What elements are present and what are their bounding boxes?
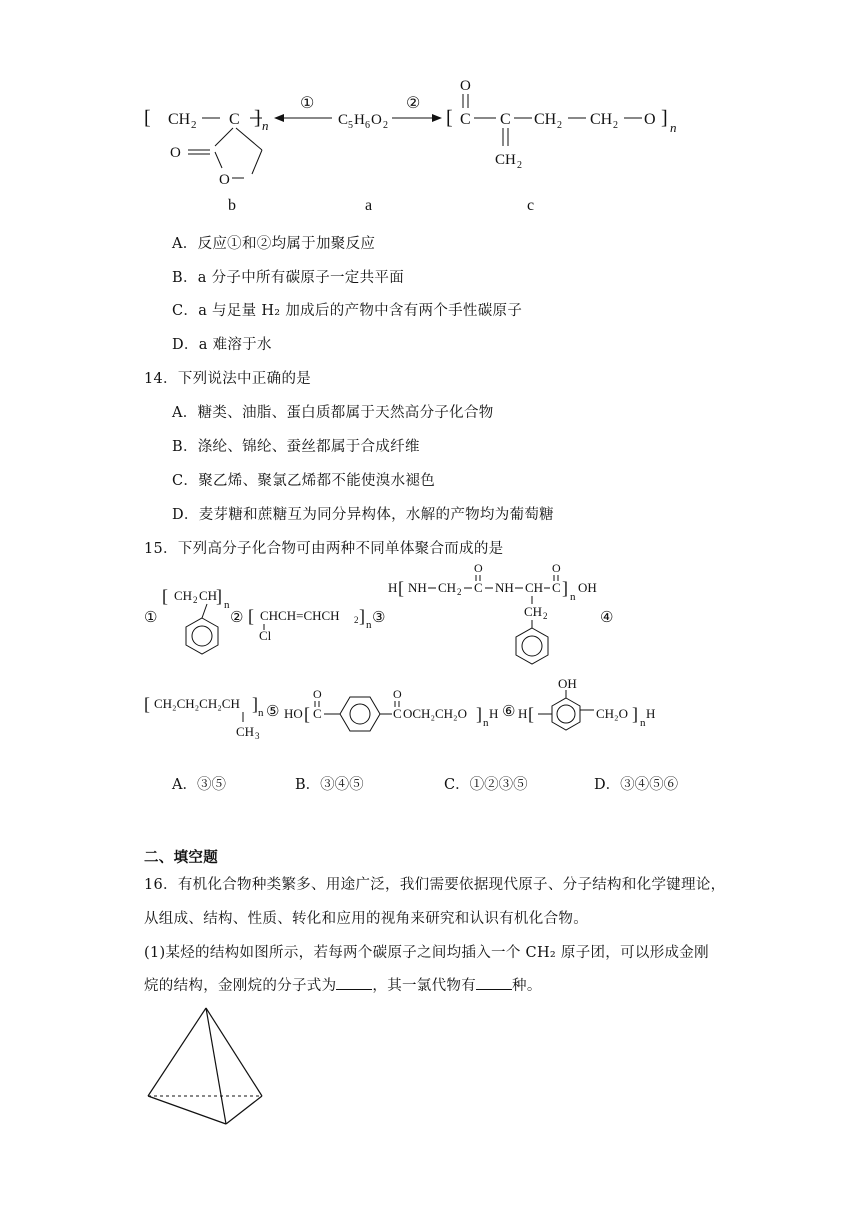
svg-text:C: C [338, 112, 349, 128]
q16-part1-line-1: (1)某烃的结构如图所示，若每两个碳原子之间均插入一个 CH₂ 原子团，可以形成金刚 [144, 945, 709, 961]
label-a: a [365, 197, 373, 214]
q14-stem: 14．下列说法中正确的是 [144, 371, 312, 387]
svg-text:H: H [354, 112, 365, 128]
marker-4: ④ [600, 610, 614, 626]
svg-text:C: C [313, 706, 322, 721]
q15-option-b: B．③④⑤ [295, 777, 364, 793]
svg-text:CH: CH [236, 724, 255, 739]
svg-text:2: 2 [457, 587, 462, 597]
svg-text:2: 2 [613, 120, 618, 131]
svg-text:HO: HO [284, 706, 303, 721]
svg-text:[: [ [446, 107, 453, 129]
svg-text:CH: CH [438, 580, 457, 595]
svg-text:]: ] [216, 586, 222, 606]
label-b: b [228, 197, 236, 214]
polymer-2-structure [248, 606, 372, 643]
q15-structures [140, 560, 740, 750]
svg-text:2: 2 [191, 119, 197, 131]
polymer-b-structure [144, 107, 269, 188]
svg-text:C: C [552, 580, 561, 595]
q13-option-b: B．a 分子中所有碳原子一定共平面 [172, 270, 405, 286]
svg-text:2: 2 [557, 120, 562, 131]
q16-part1-text-b: ，其一氯代物有 [372, 978, 477, 994]
svg-text:NH: NH [495, 580, 514, 595]
q13-option-c: C．a 与足量 H₂ 加成后的产物中含有两个手性碳原子 [172, 303, 523, 319]
svg-text:OCH₂CH₂O: OCH₂CH₂O [403, 706, 467, 721]
q13-option-a: A．反应①和②均属于加聚反应 [172, 236, 376, 252]
polymer-6-structure [518, 676, 655, 730]
polymer-5-structure [284, 687, 498, 731]
svg-text:H: H [489, 706, 499, 721]
svg-text:O: O [313, 687, 322, 701]
svg-text:C: C [460, 111, 471, 128]
svg-text:5: 5 [348, 120, 353, 131]
q15-option-a: A．③⑤ [172, 777, 226, 793]
q13-option-d: D．a 难溶于水 [172, 337, 272, 353]
svg-text:O: O [552, 561, 561, 575]
svg-text:C: C [474, 580, 483, 595]
svg-text:CH: CH [525, 580, 544, 595]
reaction-scheme [140, 70, 710, 220]
svg-text:2: 2 [543, 611, 548, 621]
svg-text:O: O [170, 145, 181, 161]
q14-option-b: B．涤纶、锦纶、蚕丝都属于合成纤维 [172, 439, 420, 455]
svg-text:C: C [229, 111, 240, 128]
q15-option-c: C．①②③⑤ [444, 777, 528, 793]
svg-text:n: n [483, 717, 489, 729]
tetrahedron-figure [140, 1000, 280, 1130]
svg-text:n: n [262, 118, 269, 133]
svg-text:O: O [371, 112, 382, 128]
svg-text:O: O [393, 687, 402, 701]
q14-option-c: C．聚乙烯、聚氯乙烯都不能使溴水褪色 [172, 473, 435, 489]
svg-text:O: O [219, 172, 230, 188]
svg-text:[: [ [144, 107, 151, 129]
svg-text:CH₂CH₂CH₂CH: CH₂CH₂CH₂CH [154, 696, 240, 711]
svg-text:NH: NH [408, 580, 427, 595]
polymer-3-structure [388, 561, 597, 664]
svg-text:6: 6 [365, 120, 370, 131]
svg-text:n: n [670, 120, 677, 135]
svg-text:]: ] [252, 694, 258, 714]
arrow-1-label: ① [300, 95, 315, 112]
svg-text:CH₂O: CH₂O [596, 706, 628, 721]
svg-text:CH: CH [524, 604, 543, 619]
svg-text:O: O [644, 111, 656, 128]
marker-1: ① [144, 610, 158, 626]
formula-blank[interactable] [336, 977, 372, 990]
svg-text:2: 2 [193, 595, 198, 605]
svg-text:H: H [388, 580, 398, 595]
svg-text:[: [ [144, 694, 150, 714]
svg-text:Cl: Cl [259, 628, 272, 643]
q16-part1-line-2 [144, 974, 542, 995]
svg-text:OH: OH [578, 580, 597, 595]
svg-text:[: [ [398, 578, 404, 598]
polymer-c-structure [446, 78, 677, 171]
q15-stem: 15．下列高分子化合物可由两种不同单体聚合而成的是 [144, 541, 504, 557]
svg-text:2: 2 [354, 615, 359, 625]
svg-text:[: [ [162, 586, 168, 606]
svg-text:[: [ [248, 606, 254, 626]
svg-text:n: n [366, 619, 372, 631]
svg-text:n: n [258, 707, 264, 719]
svg-text:[: [ [304, 704, 310, 724]
marker-3: ③ [372, 610, 386, 626]
polymer-4-structure [144, 694, 264, 741]
svg-text:[: [ [528, 704, 534, 724]
svg-text:CHCH=CHCH: CHCH=CHCH [260, 608, 340, 623]
svg-text:H: H [518, 706, 528, 721]
svg-text:CH: CH [168, 111, 191, 128]
svg-text:n: n [640, 717, 646, 729]
svg-text:n: n [224, 599, 230, 611]
svg-text:CH: CH [495, 152, 516, 168]
svg-text:]: ] [359, 606, 365, 626]
svg-text:C: C [393, 706, 402, 721]
formula-a [338, 112, 388, 131]
svg-text:]: ] [562, 578, 568, 598]
q16-part1-text-c: 种。 [512, 978, 542, 994]
marker-6: ⑥ [502, 704, 516, 720]
q16-stem-line-2: 从组成、结构、性质、转化和应用的视角来研究和认识有机化合物。 [144, 911, 588, 927]
svg-text:]: ] [476, 704, 482, 724]
section-title: 二、填空题 [144, 849, 218, 866]
polymer-1-structure [162, 586, 230, 654]
svg-text:H: H [646, 706, 656, 721]
count-blank[interactable] [476, 977, 512, 990]
q14-option-a: A．糖类、油脂、蛋白质都属于天然高分子化合物 [172, 405, 494, 421]
q16-part1-text-a: 烷的结构，金刚烷的分子式为 [144, 978, 337, 994]
svg-text:O: O [474, 561, 483, 575]
svg-text:CH: CH [174, 588, 193, 603]
svg-text:O: O [460, 78, 471, 94]
svg-text:C: C [500, 111, 511, 128]
svg-text:CH: CH [534, 111, 557, 128]
svg-text:3: 3 [255, 731, 260, 741]
svg-text:]: ] [661, 107, 668, 129]
svg-text:2: 2 [517, 160, 522, 171]
q15-option-d: D．③④⑤⑥ [594, 777, 679, 793]
svg-text:]: ] [632, 704, 638, 724]
svg-text:n: n [570, 591, 576, 603]
label-c: c [527, 197, 535, 214]
marker-5: ⑤ [266, 704, 280, 720]
svg-text:2: 2 [383, 120, 388, 131]
q14-option-d: D．麦芽糖和蔗糖互为同分异构体，水解的产物均为葡萄糖 [172, 507, 554, 523]
arrow-2-label: ② [406, 95, 421, 112]
svg-text:OH: OH [558, 676, 577, 691]
marker-2: ② [230, 610, 244, 626]
svg-text:]: ] [254, 107, 261, 129]
svg-text:CH: CH [590, 111, 613, 128]
q16-stem-line-1: 16．有机化合物种类繁多、用途广泛，我们需要依据现代原子、分子结构和化学键理论， [144, 877, 726, 893]
svg-text:CH: CH [199, 588, 218, 603]
